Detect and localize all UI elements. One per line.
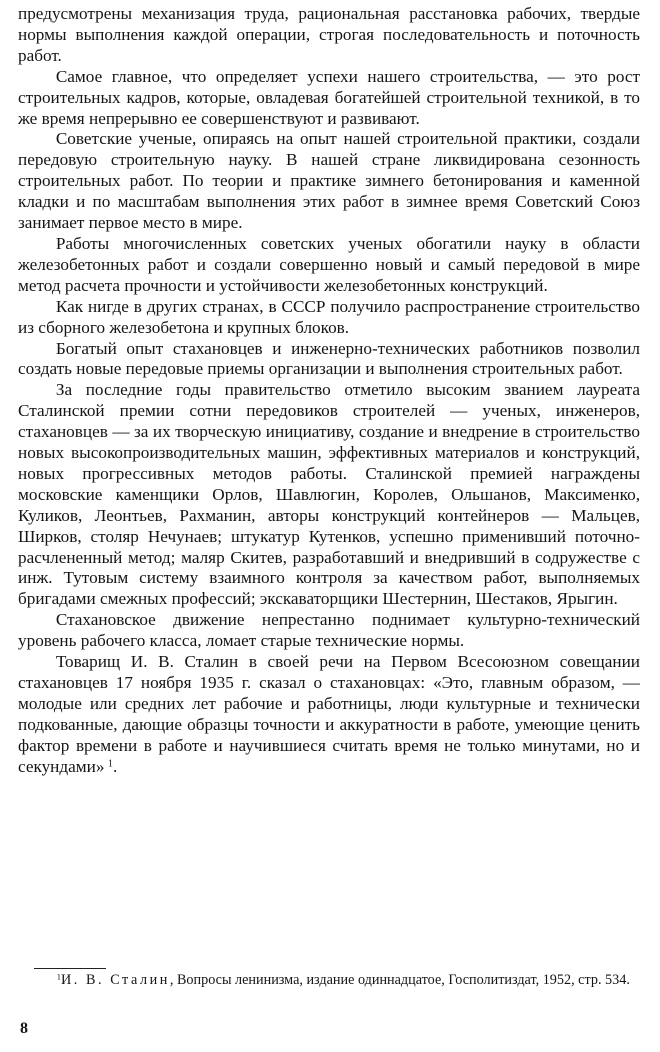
paragraph-2: Самое главное, что определяет успехи нашего строительства, — это рост строительных кадров, которые, овладевая богатейшей строительной техникой, в то же время непрерывно ее совершенствуют и развивают. [18, 66, 640, 128]
paragraph-4: Работы многочисленных советских ученых обогатили науку в области железобетонных работ и создали совершенно новый и самый передовой в мире метод расчета прочности и устойчивости железобетонных конструкций. [18, 233, 640, 295]
paragraph-6: Богатый опыт стахановцев и инженерно-технических работников позволил создать новые передовые приемы организации и выполнения строительных работ. [18, 338, 640, 379]
quote-text: Товарищ И. В. Сталин в своей речи на Первом Всесоюзном совещании стахановцев 17 ноября 1935 г. сказал о стахановцах: «Это, главным образом, — молодые или средних лет рабочие и работницы, люди культурные и технически подкованные, дающие образцы точности и аккуратности в работе, умеющие ценить фактор времени в работе и научившиеся считать время не только минутами, но и секундами» [18, 652, 640, 776]
page-number: 8 [20, 1020, 28, 1037]
footnote-author: И. В. Сталин [60, 972, 170, 988]
paragraph-1: предусмотрены механизация труда, рациональная расстановка рабочих, твердые нормы выполнения каждой операции, строгая последовательность и поточность работ. [18, 4, 640, 65]
paragraph-5: Как нигде в других странах, в СССР получило распространение строительство из сборного железобетона и крупных блоков. [18, 296, 640, 337]
paragraph-3: Советские ученые, опираясь на опыт нашей строительной практики, создали передовую строительную науку. В нашей стране ликвидирована сезонность строительных работ. По теории и практике зимнего бетонирования и каменной кладки и по масштабам выполнения этих работ в зимнее время Советский Союз занимает первое место в мире. [18, 129, 640, 233]
paragraph-7: За последние годы правительство отметило высоким званием лауреата Сталинской премии сотни передовиков строителей — ученых, инженеров, стахановцев — за их творческую инициативу, создание и внедрение в строительство новых высокопроизводительных машин, эффективных материалов и конструкций, новых прогрессивных методов работы. Сталинской премией награждены московские каменщики Орлов, Шавлюгин, Королев, Ольшанов, Максименко, Куликов, Леонтьев, Рахманин, авторы конструкций контейнеров — Мальцев, Ширков, столяр Нечунаев; штукатур Кутенков, успешно применивший поточно-расчлененный метод; маляр Скитев, разработавший и внедривший в содружестве с инж. Тутовым систему взаимного контроля за качеством работ, выполняемых бригадами смежных профессий; экскаваторщики Шестернин, Шестаков, Ярыгин. [18, 380, 640, 609]
footnote [34, 971, 634, 990]
footnote-text: , Вопросы ленинизма, издание одиннадцатое, Госполитиздат, 1952, стр. 534. [169, 972, 630, 988]
footnote-mark: 1 [56, 971, 61, 982]
footnote-reference: 1 [107, 757, 114, 769]
footnote-divider [34, 968, 106, 969]
body-text [18, 4, 640, 778]
paragraph-9: Товарищ И. В. Сталин в своей речи на Первом Всесоюзном совещании стахановцев 17 ноября 1935 г. сказал о стахановцах: «Это, главным образом, — молодые или средних лет рабочие и работницы, люди культурные и технически подкованные, дающие образцы точности и аккуратности в работе, умеющие ценить фактор времени в работе и научившиеся считать время не только минутами, но и секундами» $^1$. [18, 652, 640, 776]
paragraph-8: Стахановское движение непрестанно поднимает культурно-технический уровень рабочего класса, ломает старые технические нормы. [18, 610, 640, 651]
